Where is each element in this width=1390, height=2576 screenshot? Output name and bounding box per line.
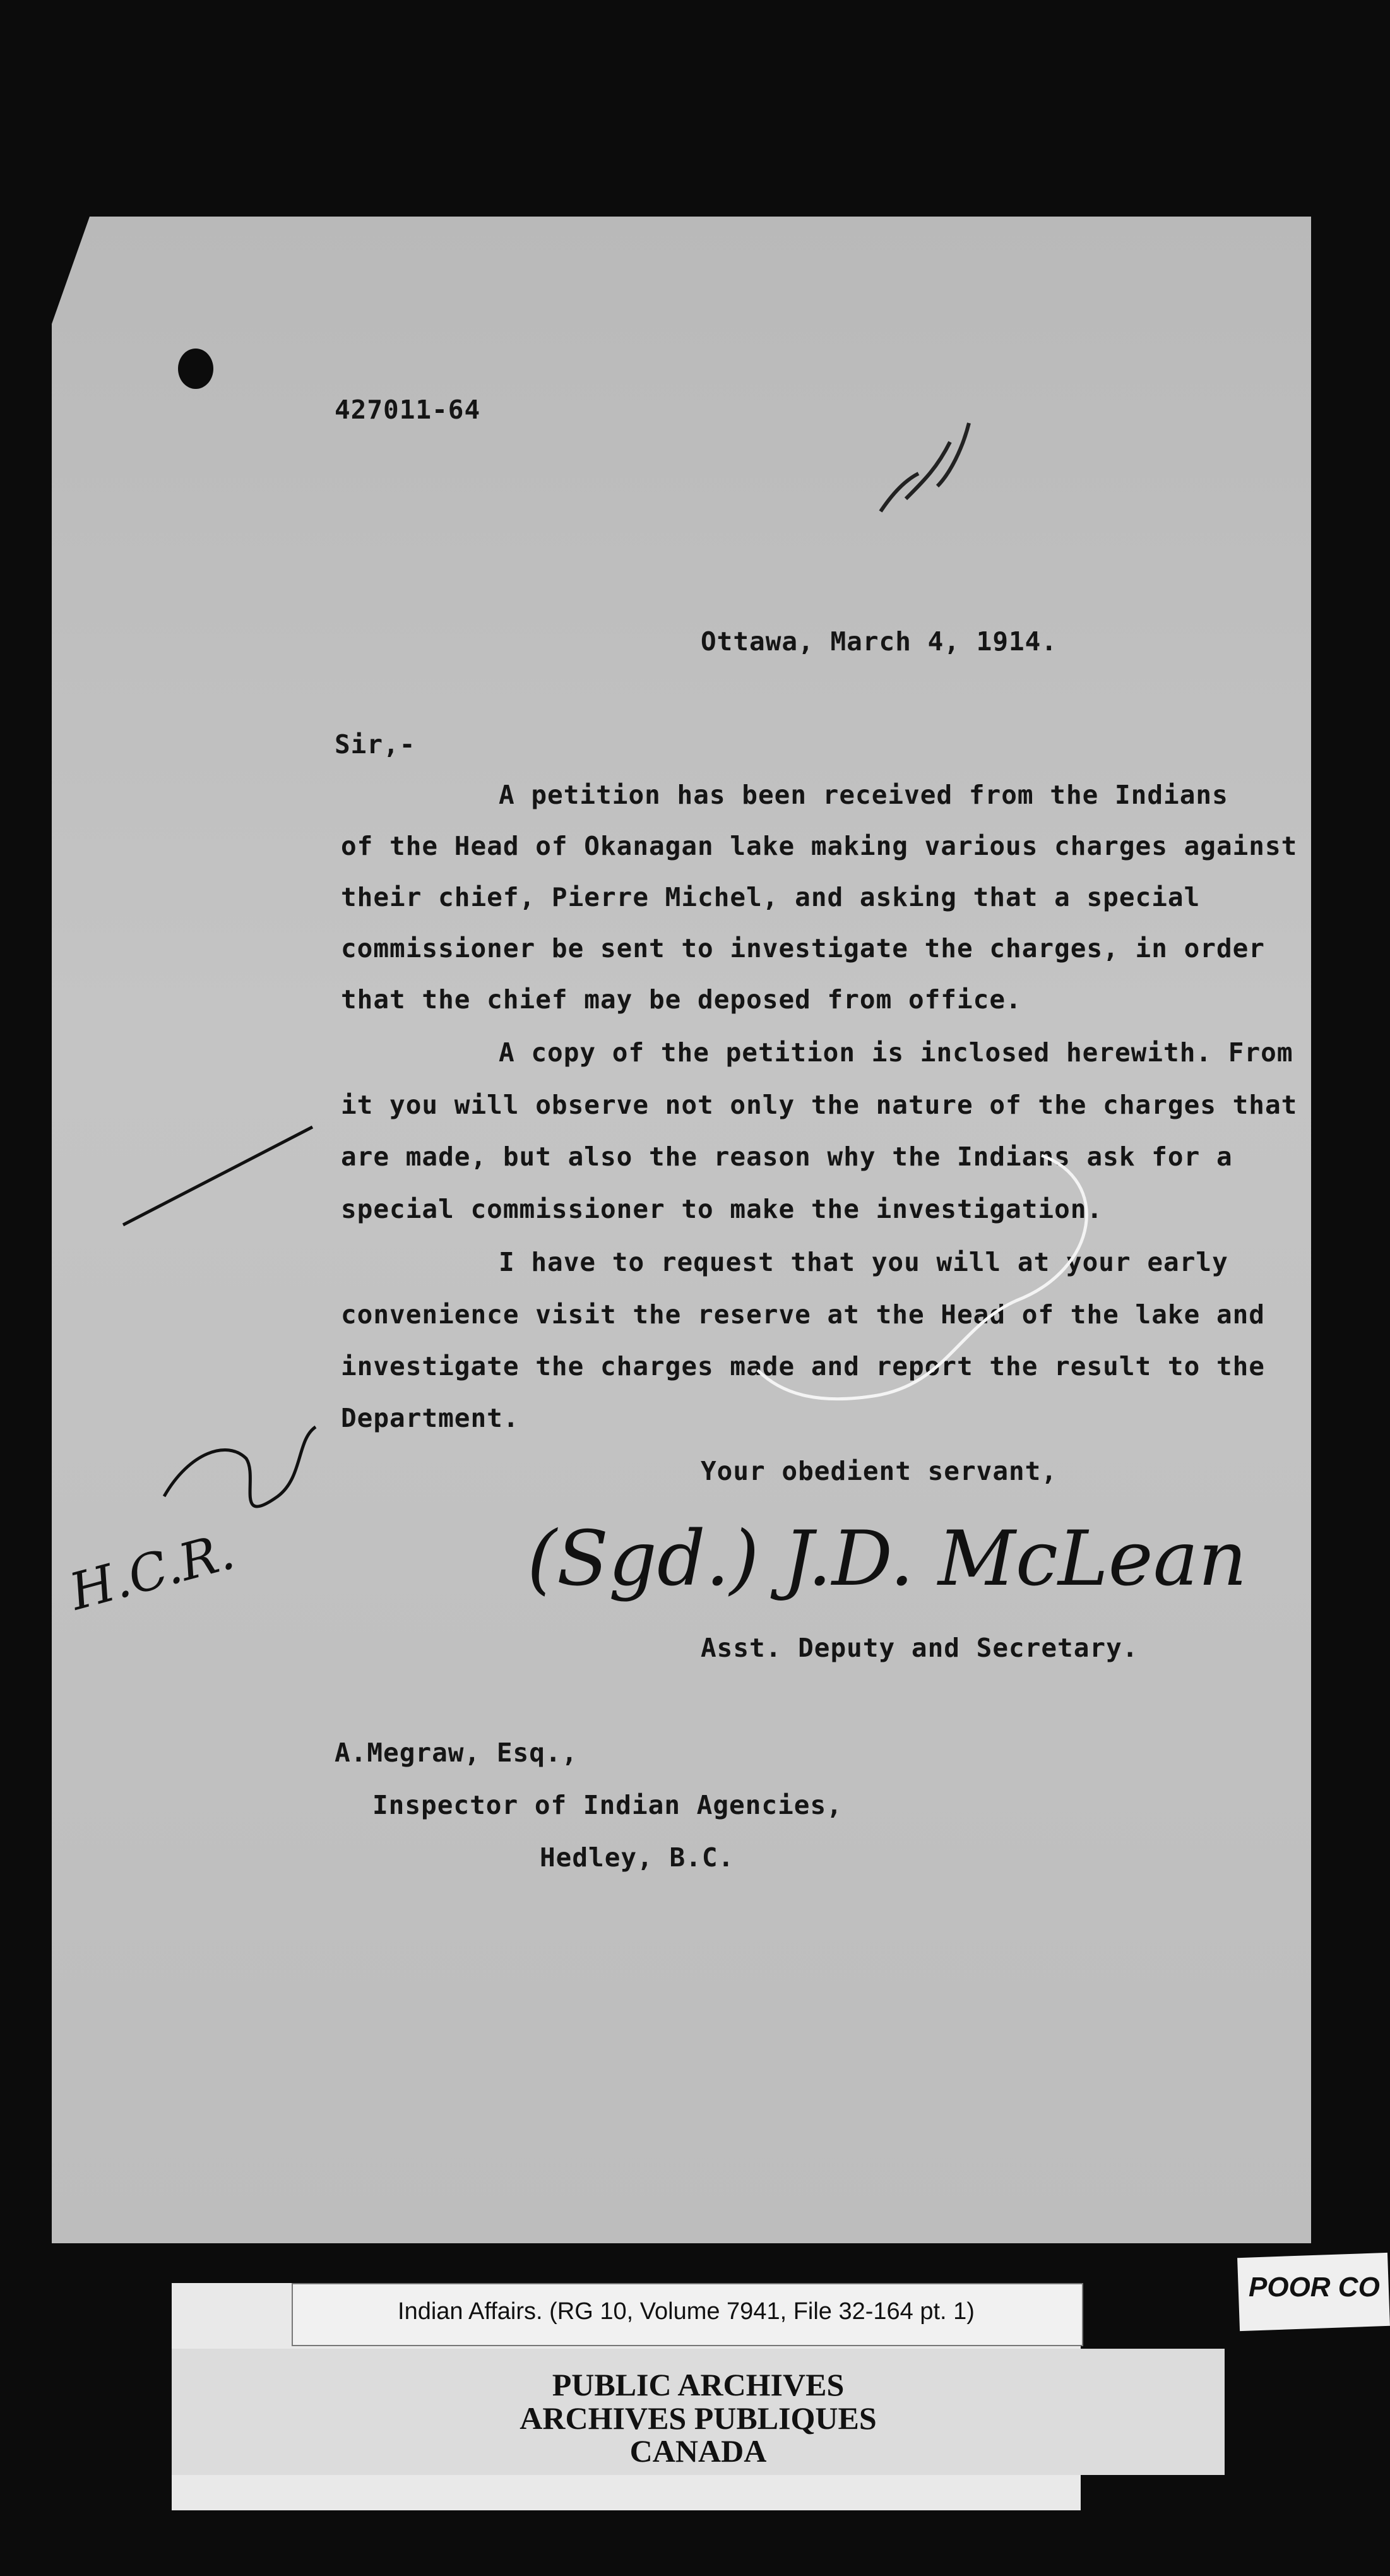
body-line: special commissioner to make the investigation. [341, 1194, 1103, 1224]
file-number: 427011-64 [335, 395, 481, 425]
archive-name-en: PUBLIC ARCHIVES [552, 2367, 845, 2402]
body-line: their chief, Pierre Michel, and asking that a special [341, 882, 1201, 912]
archive-country: CANADA [629, 2433, 767, 2469]
body-line: Department. [341, 1403, 520, 1433]
body-line: convenience visit the reserve at the Head of the lake and [341, 1299, 1265, 1330]
closing: Your obedient servant, [701, 1456, 1058, 1486]
body-line: investigate the charges made and report the result to the [341, 1351, 1265, 1381]
body-line: it you will observe not only the nature of the charges that [341, 1090, 1298, 1120]
initials-text: H.C.R. [63, 1522, 241, 1622]
punch-hole [178, 349, 213, 389]
body-line: A copy of the petition is inclosed herewith. From [499, 1037, 1293, 1068]
margin-pen-stroke [120, 1121, 322, 1234]
addressee-name: A.Megraw, Esq., [335, 1738, 578, 1768]
body-line: are made, but also the reason why the Indians ask for a [341, 1142, 1233, 1172]
archive-reference: Indian Affairs. (RG 10, Volume 7941, File 32-164 pt. 1) [398, 2298, 975, 2325]
margin-initials [63, 1402, 322, 1635]
body-line: that the chief may be deposed from office. [341, 984, 1022, 1015]
corner-handwritten-mark [868, 404, 988, 524]
paper-crease-mark [720, 1143, 1124, 1414]
signature [521, 1496, 1247, 1635]
body-line: A petition has been received from the Indians [499, 780, 1228, 810]
body-line: I have to request that you will at your early [499, 1247, 1228, 1277]
body-line: commissioner be sent to investigate the charges, in order [341, 933, 1265, 963]
signer-title: Asst. Deputy and Secretary. [701, 1633, 1139, 1663]
archive-name-fr: ARCHIVES PUBLIQUES [520, 2400, 877, 2436]
addressee-location: Hedley, B.C. [540, 1842, 735, 1873]
place-date: Ottawa, March 4, 1914. [701, 626, 1058, 657]
body-line: of the Head of Okanagan lake making various charges against [341, 831, 1298, 861]
addressee-title: Inspector of Indian Agencies, [372, 1790, 843, 1820]
condition-tag-text: POOR CO [1249, 2272, 1380, 2303]
salutation: Sir,- [335, 729, 416, 760]
signature-text: (Sgd.) J.D. McLean [527, 1515, 1247, 1603]
